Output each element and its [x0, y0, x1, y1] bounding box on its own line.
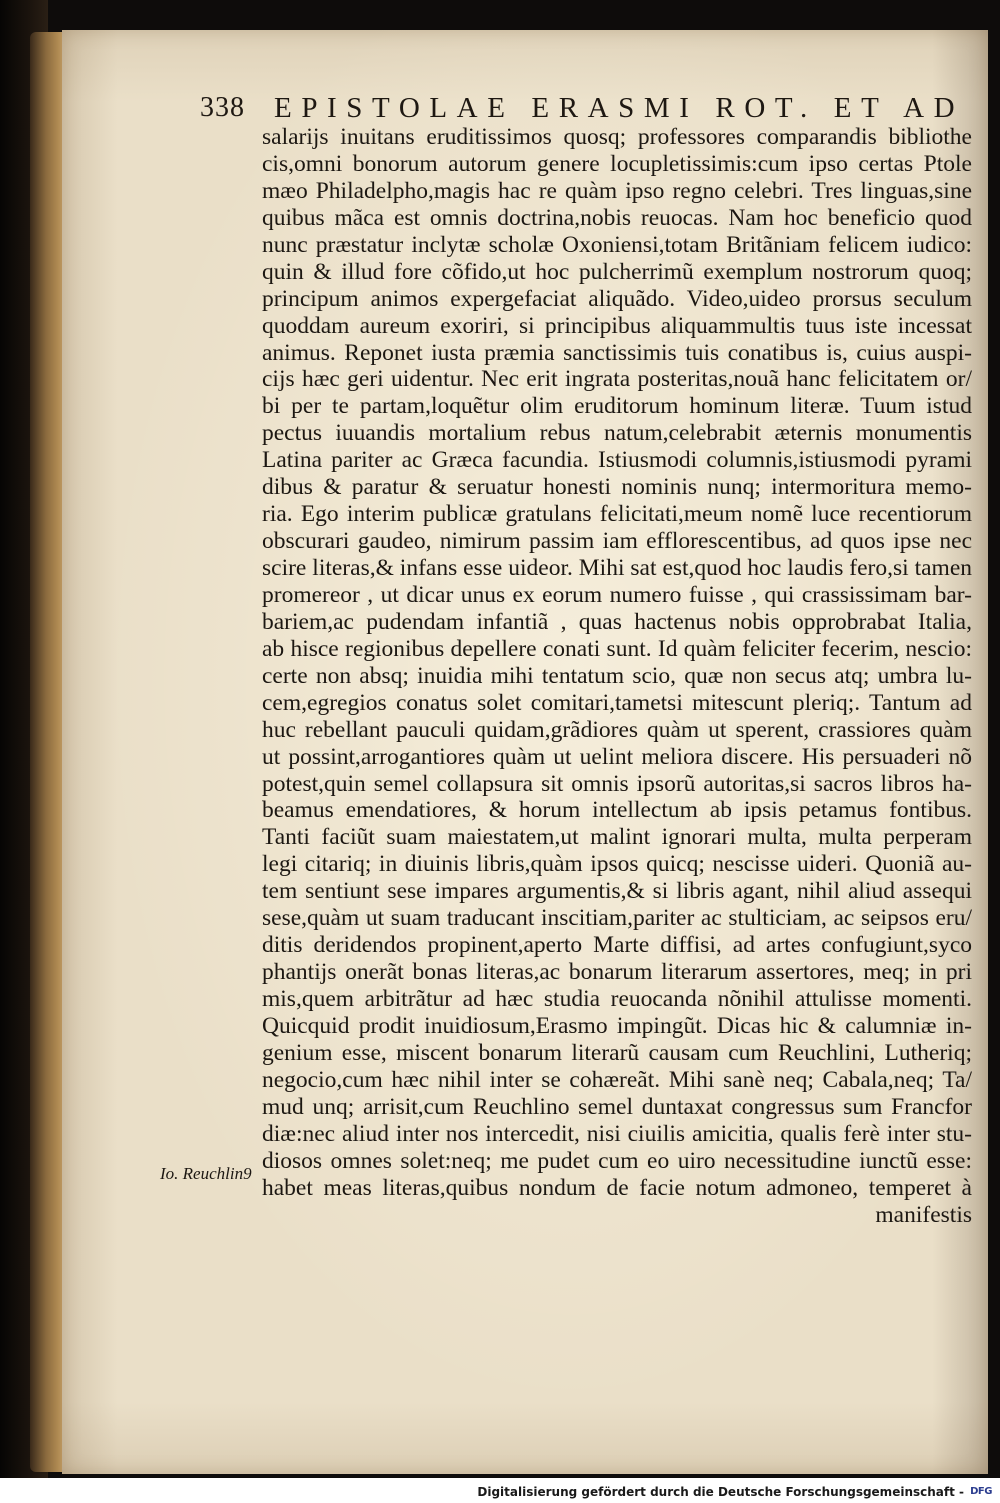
text-line: quin & illud fore cõfido,ut hoc pulcherrimũ exemplum nostrorum quoq; — [262, 258, 972, 285]
text-line: cijs hæc geri uidentur. Nec erit ingrata posteritas,nouã hanc felicitatem or/ — [262, 366, 972, 393]
text-line: scire literas,& infans esse uideor. Mihi sat est,quod hoc laudis fero,si tamen — [262, 555, 972, 581]
text-line: genium esse, miscent bonarum literarũ causam cum Reuchlini, Lutheriq; — [262, 1039, 972, 1066]
text-line: ab hisce regionibus depellere conati sunt. Id quàm feliciter fecerim, nescio: — [262, 635, 972, 662]
text-line: negocio,cum hæc nihil inter se cohæreãt. Mihi sanè neq; Cabala,neq; Ta/ — [262, 1066, 972, 1093]
text-line: bariem,ac pudendam infantiã , quas hactenus nobis opprobrabat Italia, — [262, 608, 972, 635]
catchword: manifestis — [875, 1201, 972, 1228]
marginal-note: Io. Reuchlin9 — [160, 1164, 252, 1183]
text-line: ditis deridendos propinent,aperto Marte diffisi, ad artes confugiunt,syco — [262, 932, 972, 959]
page-number: 338 — [200, 92, 245, 123]
text-line: salarijs inuitans eruditissimos quosq; professores comparandis bibliothe — [262, 124, 972, 150]
text-line: cem,egregios conatus solet comitari,tametsi mitescunt pleriq;. Tantum ad — [262, 689, 972, 716]
text-line: huc rebellant pauculi quidam,grãdiores quàm ut sperent, crassiores quàm — [262, 716, 972, 743]
text-line: quibus mãca est omnis doctrina,nobis reuocas. Nam hoc beneficio quod — [262, 204, 972, 231]
text-line: ut possint,arrogantiores quàm ut uelint meliora discere. His persuaderi nõ — [262, 743, 972, 770]
dfg-logo-icon: DFG — [970, 1485, 992, 1497]
text-line: obscurari gaudeo, nimirum passim iam efflorescentibus, ad quos ipse nec — [262, 528, 972, 555]
scan-right-edge — [988, 0, 1000, 1478]
text-line: cis,omni bonorum autorum genere locupletissimis:cum ipso certas Ptole — [262, 150, 972, 177]
text-line: animus. Reponet iusta præmia sanctissimis tuis conatibus is, cuius auspi- — [262, 339, 972, 366]
text-line: nunc præstatur inclytæ scholæ Oxoniensi,totam Britãniam felicem iudico: — [262, 231, 972, 258]
text-line: dibus & paratur & seruatur honesti nominis nunq; intermoritura memo- — [262, 474, 972, 501]
text-line: legi citariq; in diuinis libris,quàm ipsos quicq; nescisse uideri. Quoniã au- — [262, 851, 972, 878]
text-line: Quicquid prodit inuidiosum,Erasmo impingũt. Dicas hic & calumniæ in- — [262, 1012, 972, 1039]
text-line: potest,quin semel collapsura sit omnis ipsorũ autoritas,si sacros libros ha- — [262, 770, 972, 797]
text-line: mæo Philadelpho,magis hac re quàm ipso regno celebri. Tres linguas,sine — [262, 177, 972, 204]
text-line: certe non absq; inuidia mihi tentatum scio, quæ non secus atq; umbra lu- — [262, 662, 972, 689]
text-line: ria. Ego interim publicæ gratulans felicitati,meum nomẽ luce recentiorum — [262, 501, 972, 528]
text-line: Latina pariter ac Græca facundia. Istiusmodi columnis,istiusmodi pyrami — [262, 447, 972, 474]
running-title: EPISTOLAE ERASMI ROT. ET AD — [274, 92, 965, 124]
text-line: diosos omnes solet:neq; me pudet cum eo uiro necessitudine iunctũ esse: — [262, 1147, 972, 1174]
text-line: mud unq; arrisit,cum Reuchlino semel duntaxat congressus sum Francfor — [262, 1093, 972, 1120]
running-head — [200, 92, 970, 122]
text-line: phantijs onerãt bonas literas,ac bonarum literarum assertores, meq; in pri — [262, 959, 972, 986]
text-line: pectus iuuandis mortalium rebus natum,celebrabit æternis monumentis — [262, 420, 972, 447]
text-line: quoddam aureum exoriri, si principibus aliquammultis tuus iste incessat — [262, 312, 972, 339]
text-line: diæ:nec aliud inter nos intercedit, nisi ciuilis amicitia, qualis ferè inter stu- — [262, 1120, 972, 1147]
text-line: tem sentiunt sese impares argumentis,& si libris agant, nihil aliud assequi — [262, 878, 972, 905]
text-line: habet meas literas,quibus nondum de facie notum admoneo, temperet à — [262, 1174, 972, 1201]
text-line: Tanti faciũt suam maiestatem,ut malint ignorari multa, multa perperam — [262, 824, 972, 851]
text-line: beamus emendatiores, & horum intellectum ab ipsis petamus fontibus. — [262, 797, 972, 824]
body-text — [262, 124, 972, 1228]
text-line: mis,quem arbitrãtur ad hæc studia reuocanda nõnihil attulisse momenti. — [262, 986, 972, 1012]
text-line: sese,quàm ut suam traducant inscitiam,pariter ac stulticiam, ac seipsos eru/ — [262, 905, 972, 932]
text-line: promereor , ut dicar unus ex eorum numero fuisse , qui crassissimam bar- — [262, 581, 972, 608]
text-line: bi per te partam,loquẽtur olim eruditorum hominum literæ. Tuum istud — [262, 393, 972, 420]
footer-credit: Digitalisierung gefördert durch die Deutsche Forschungsgemeinschaft - — [477, 1485, 964, 1499]
text-line: principum animos expergefaciat aliquãdo. Video,uideo prorsus seculum — [262, 285, 972, 312]
